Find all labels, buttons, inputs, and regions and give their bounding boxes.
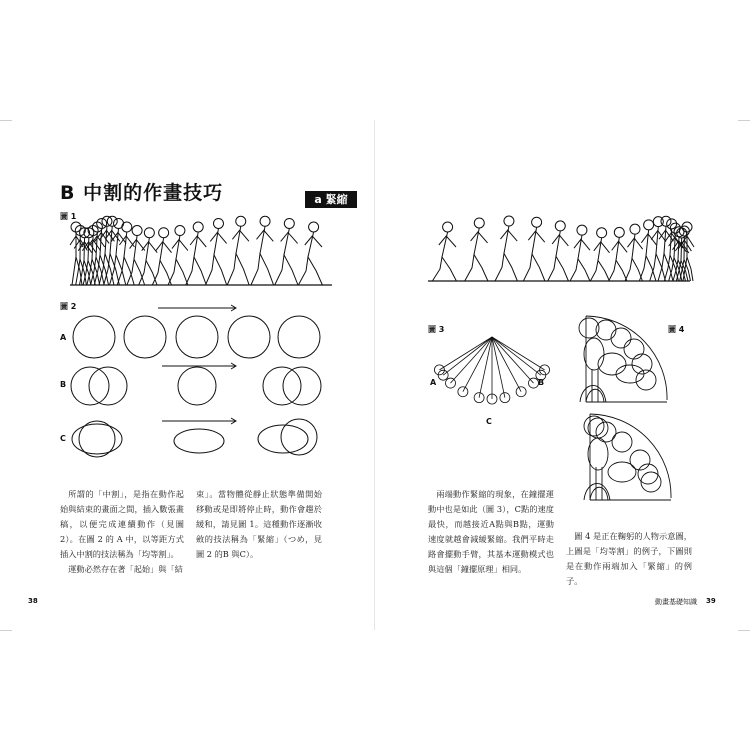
left-text-col1	[60, 487, 184, 577]
running-head: 動畫基礎知識	[655, 598, 697, 606]
row-a-circle	[278, 316, 320, 358]
row-b-circle	[178, 367, 216, 405]
left-text-col2	[196, 487, 322, 562]
pendulum-string	[492, 337, 545, 370]
figure-4-bow-with-easing	[576, 412, 672, 504]
right-text-col2	[566, 529, 692, 589]
fig2-row-label-b: B	[60, 380, 67, 389]
figure-1-label: 圖 1	[60, 212, 77, 221]
paragraph: 圖 4 是正在鞠躬的人物示意圖，上圖是「均等割」的例子，下圖則是在動作兩端加入「緊縮」的例子。	[566, 531, 692, 586]
pendulum-point-c: C	[486, 417, 492, 426]
row-b-circle	[263, 367, 301, 405]
figure-3-label: 圖 3	[428, 325, 445, 334]
figure-2-illustration	[70, 300, 330, 470]
page-number-right: 39	[706, 597, 716, 605]
row-c-circle	[79, 421, 115, 457]
trim-mark	[738, 630, 750, 631]
row-b-circle	[71, 367, 109, 405]
stick-figure	[168, 226, 188, 285]
pendulum-string	[492, 337, 505, 398]
stick-figure	[206, 218, 227, 285]
page-gutter	[374, 120, 375, 630]
stick-figure	[227, 216, 249, 285]
row-a-circle	[73, 316, 115, 358]
row-a-circle	[228, 316, 270, 358]
trim-mark	[0, 120, 12, 121]
subsection-badge: a 緊縮	[305, 191, 357, 208]
page-number-left: 38	[28, 597, 38, 605]
row-c-ellipse	[174, 429, 224, 453]
figure-1-left-illustration	[70, 215, 332, 290]
stick-figure	[152, 228, 171, 285]
figure-2-label: 圖 2	[60, 302, 77, 311]
figure-4-label: 圖 4	[668, 325, 685, 334]
paragraph: 束」。當物體從靜止狀態準備開始移動或是即將停止時，動作會趨於緩和，請見圖 1。這種動作逐漸收斂的技法稱為「緊縮」（つめ，見圖 2 的B 與C）。	[196, 489, 322, 559]
trim-mark	[0, 630, 12, 631]
figure-4-bow-evenly-spaced	[572, 314, 668, 406]
stick-figure	[570, 225, 590, 281]
stick-figure	[625, 224, 643, 281]
stick-figure	[548, 221, 569, 281]
pendulum-string	[439, 337, 492, 370]
figure-1-right-illustration	[428, 215, 690, 290]
stick-figure	[495, 216, 517, 281]
stick-figure	[275, 218, 298, 285]
stick-figure	[523, 217, 545, 281]
paragraph: 運動必然存在著「起始」與「結	[68, 564, 183, 574]
section-heading: B 中割的作畫技巧	[60, 182, 224, 204]
right-text-col1	[428, 487, 554, 577]
fig2-row-label-c: C	[60, 434, 66, 443]
row-a-circle	[176, 316, 218, 358]
trim-mark	[738, 120, 750, 121]
stick-figure	[650, 217, 666, 281]
paragraph: 所謂的「中割」，是指在動作起始與結束的畫面之間，插入數張畫稿，以便完成連續動作（見圖 2）。在圖 2 的 A 中，以等距方式插入中割的技法稱為「均等割」。	[60, 489, 184, 559]
stick-figure	[465, 218, 488, 281]
stick-figure	[590, 228, 609, 281]
row-a-circle	[124, 316, 166, 358]
pendulum-point-a: A	[430, 378, 437, 387]
fig2-row-label-a: A	[60, 333, 67, 342]
pendulum-string	[492, 337, 541, 375]
row-b-circle	[283, 367, 321, 405]
stick-figure	[639, 220, 656, 281]
pendulum-string	[443, 337, 492, 375]
row-b-circle	[89, 367, 127, 405]
stick-figure	[251, 216, 274, 285]
pendulum-point-b: B	[538, 378, 545, 387]
stick-figure	[609, 227, 627, 281]
stick-figure	[298, 222, 322, 285]
pendulum-string	[479, 337, 492, 398]
paragraph: 兩端動作緊縮的現象，在鐘擺運動中也是如此（圖 3），C點的速度最快，而越接近A點與B點，運動速度就越會減緩緊縮。我們平時走路會擺動手臂，其基本運動模式也與這個「鐘擺原理」相同。	[428, 489, 554, 574]
stick-figure	[186, 222, 207, 285]
stick-figure	[432, 222, 456, 281]
